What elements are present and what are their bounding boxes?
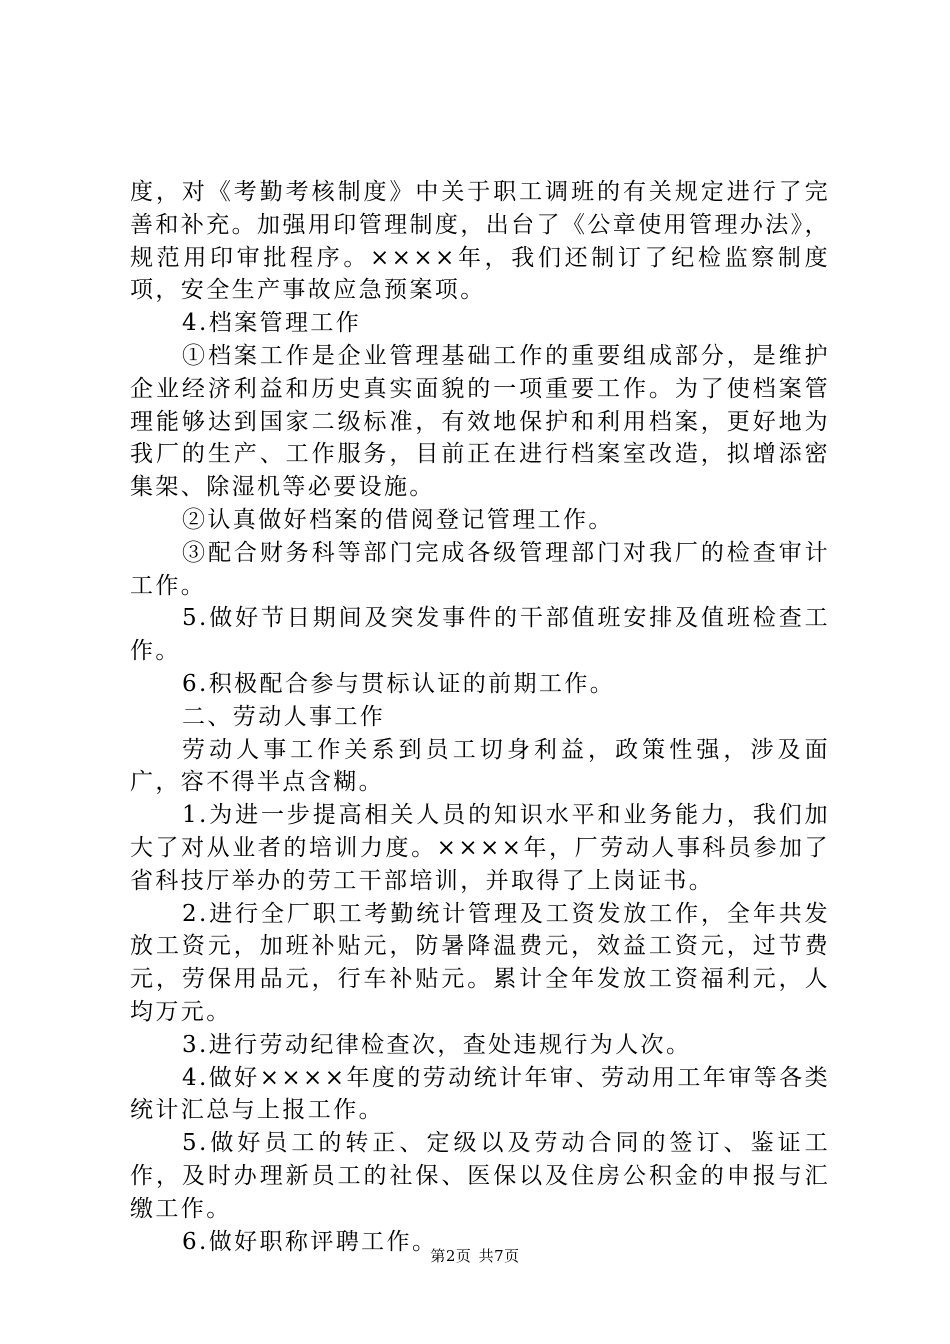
heading-archive-management: 4.档案管理工作 bbox=[182, 310, 362, 337]
paragraph-labor-item-6: 6.做好职称评聘工作。 bbox=[182, 1228, 438, 1255]
paragraph-labor-item-2: 2.进行全厂职工考勤统计管理及工资发放工作，全年共发放工资元，加班补贴元，防暑降温费元，效益工资元，过节费元，劳保用品元，行车补贴元。累计全年发放工资福利元，人均万元。 bbox=[130, 900, 830, 1025]
paragraph-item-6-certification: 6.积极配合参与贯标认证的前期工作。 bbox=[182, 670, 616, 697]
paragraph-archive-item-1: ①档案工作是企业管理基础工作的重要组成部分，是维护企业经济利益和历史真实面貌的一项重要工作。为了使档案管理能够达到国家二级标准，有效地保护和利用档案，更好地为我厂的生产、工作服务，目前正在进行档案室改造，拟增添密集架、除湿机等必要设施。 bbox=[130, 342, 830, 501]
heading-labor-personnel: 二、劳动人事工作 bbox=[182, 703, 386, 730]
page-footer bbox=[0, 1245, 950, 1266]
paragraph-archive-item-2: ②认真做好档案的借阅登记管理工作。 bbox=[182, 506, 614, 533]
paragraph-archive-item-3: ③配合财务科等部门完成各级管理部门对我厂的检查审计工作。 bbox=[130, 539, 830, 599]
paragraph-labor-item-5: 5.做好员工的转正、定级以及劳动合同的签订、鉴证工作，及时办理新员工的社保、医保以及住房公积金的申报与汇缴工作。 bbox=[130, 1130, 830, 1222]
paragraph-labor-intro: 劳动人事工作关系到员工切身利益，政策性强，涉及面广，容不得半点含糊。 bbox=[130, 736, 830, 796]
current-page-number: 第2页 bbox=[430, 1247, 472, 1265]
total-pages: 共7页 bbox=[478, 1247, 520, 1265]
paragraph-item-5-duty: 5.做好节日期间及突发事件的干部值班安排及值班检查工作。 bbox=[130, 605, 830, 665]
paragraph-labor-item-4: 4.做好××××年度的劳动统计年审、劳动用工年审等各类统计汇总与上报工作。 bbox=[130, 1064, 830, 1124]
paragraph-labor-item-1: 1.为进一步提高相关人员的知识水平和业务能力，我们加大了对从业者的培训力度。××××年，厂劳动人事科员参加了省科技厅举办的劳工干部培训，并取得了上岗证书。 bbox=[130, 802, 830, 894]
paragraph-regulations-continued: 度，对《考勤考核制度》中关于职工调班的有关规定进行了完善和补充。加强用印管理制度，出台了《公章使用管理办法》，规范用印审批程序。××××年，我们还制订了纪检监察制度项，安全生产事故应急预案项。 bbox=[130, 179, 830, 304]
paragraph-labor-item-3: 3.进行劳动纪律检查次，查处违规行为人次。 bbox=[182, 1031, 692, 1058]
document-body bbox=[130, 176, 830, 1258]
